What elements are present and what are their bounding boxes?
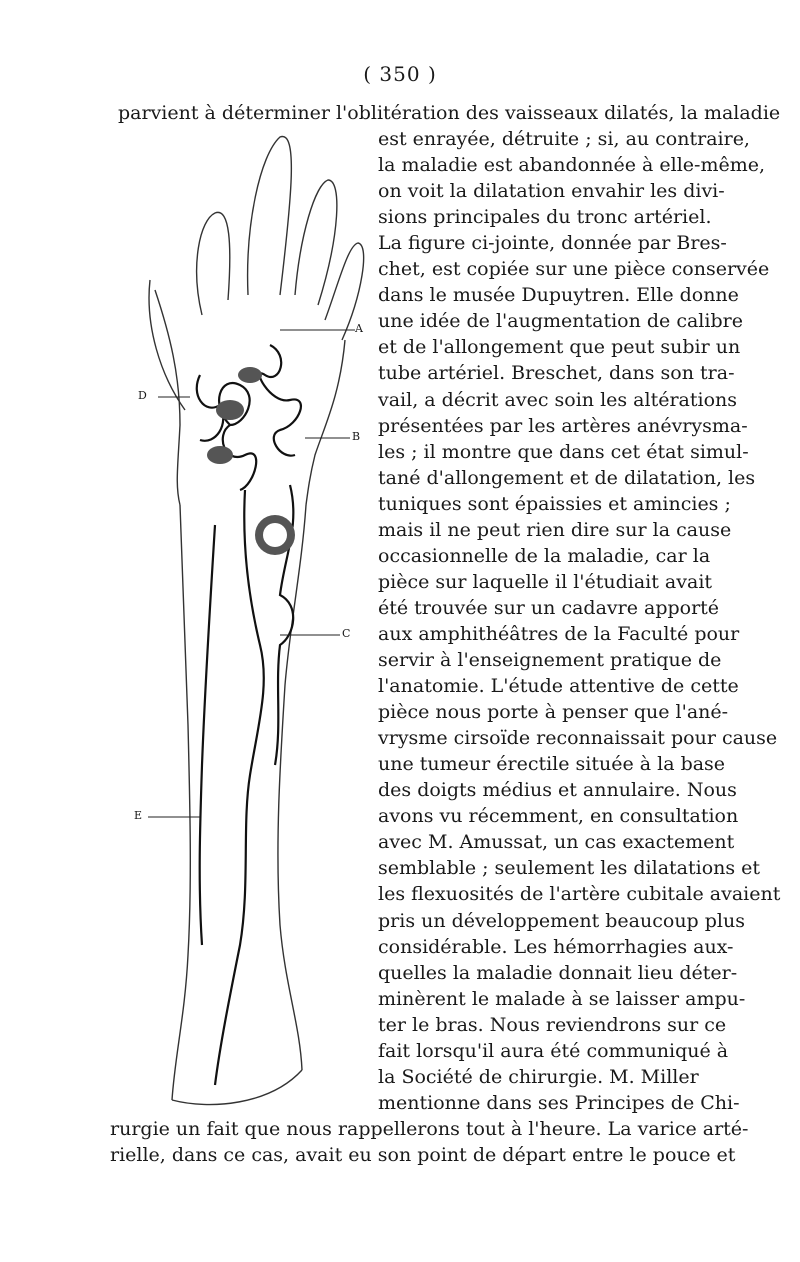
column-text-line: sions principales du tronc artériel. <box>378 206 712 229</box>
arm-illustration <box>130 125 375 1110</box>
column-text-line: on voit la dilatation envahir les divi- <box>378 180 725 203</box>
column-text-line: l'anatomie. L'étude attentive de cette <box>378 675 739 698</box>
column-text-line: tube artériel. Breschet, dans son tra- <box>378 362 735 385</box>
column-text-line: les ; il montre que dans cet état simul- <box>378 440 749 463</box>
column-text-line: les flexuosités de l'artère cubitale avaient <box>378 883 781 906</box>
column-text-line: mais il ne peut rien dire sur la cause <box>378 518 732 541</box>
column-text-line: dans le musée Dupuytren. Elle donne <box>378 284 739 307</box>
column-text-line: vail, a décrit avec soin les altérations <box>378 388 738 411</box>
column-text-line: avons vu récemment, en consultation <box>378 805 739 828</box>
figure-label-a: A <box>355 322 363 335</box>
column-text-line: vrysme cirsoïde reconnaissait pour cause <box>378 727 778 750</box>
column-text-line: avec M. Amussat, un cas exactement <box>378 831 735 854</box>
column-text-line: la maladie est abandonnée à elle-même, <box>378 154 766 177</box>
anatomical-figure <box>130 125 375 1110</box>
column-text-line: une tumeur érectile située à la base <box>378 753 726 776</box>
column-text-line: une idée de l'augmentation de calibre <box>378 310 743 333</box>
column-text-line: est enrayée, détruite ; si, au contraire, <box>378 128 750 150</box>
column-text-line: chet, est copiée sur une pièce conservée <box>378 258 770 281</box>
column-text-line: servir à l'enseignement pratique de <box>378 649 722 671</box>
column-text-line: La figure ci-jointe, donnée par Bres- <box>378 232 727 255</box>
column-text-line: minèrent le malade à se laisser ampu- <box>378 987 746 1010</box>
column-text-line: pièce sur laquelle il l'étudiait avait <box>378 570 713 593</box>
column-text-line: ter le bras. Nous reviendrons sur ce <box>378 1013 727 1036</box>
column-text-line: été trouvée sur un cadavre apporté <box>378 596 720 619</box>
column-text-line: fait lorsqu'il aura été communiqué à <box>378 1039 729 1062</box>
column-text-line: tané d'allongement et de dilatation, les <box>378 466 756 489</box>
column-text-line: des doigts médius et annulaire. Nous <box>378 779 737 802</box>
bottom-text-line: rielle, dans ce cas, avait eu son point de départ entre le pouce et <box>110 1143 736 1166</box>
column-text-line: semblable ; seulement les dilatations et <box>378 857 761 880</box>
figure-label-d: D <box>138 389 147 402</box>
bottom-text-line: rurgie un fait que nous rappellerons tout à l'heure. La varice arté- <box>110 1117 749 1140</box>
column-text-line: et de l'allongement que peut subir un <box>378 336 741 359</box>
column-text-line: la Société de chirurgie. M. Miller <box>378 1065 699 1088</box>
figure-label-b: B <box>352 430 361 443</box>
column-text-line: tuniques sont épaissies et amincies ; <box>378 492 731 515</box>
column-text-line: quelles la maladie donnait lieu déter- <box>378 961 738 984</box>
column-text-line: pris un développement beaucoup plus <box>378 909 745 932</box>
column-text-line: considérable. Les hémorrhagies aux- <box>378 935 734 958</box>
column-text-line: mentionne dans ses Principes de Chi- <box>378 1091 740 1114</box>
figure-label-c: C <box>342 627 351 640</box>
figure-label-e: E <box>134 809 143 822</box>
column-text-line: aux amphithéâtres de la Faculté pour <box>378 622 740 645</box>
column-text-line: pièce nous porte à penser que l'ané- <box>378 701 729 724</box>
column-text-line: occasionnelle de la maladie, car la <box>378 544 711 567</box>
page-number: ( 350 ) <box>363 62 437 86</box>
column-text-line: présentées par les artères anévrysma- <box>378 414 748 437</box>
first-line: parvient à déterminer l'oblitération des vaisseaux dilatés, la maladie <box>118 102 781 124</box>
